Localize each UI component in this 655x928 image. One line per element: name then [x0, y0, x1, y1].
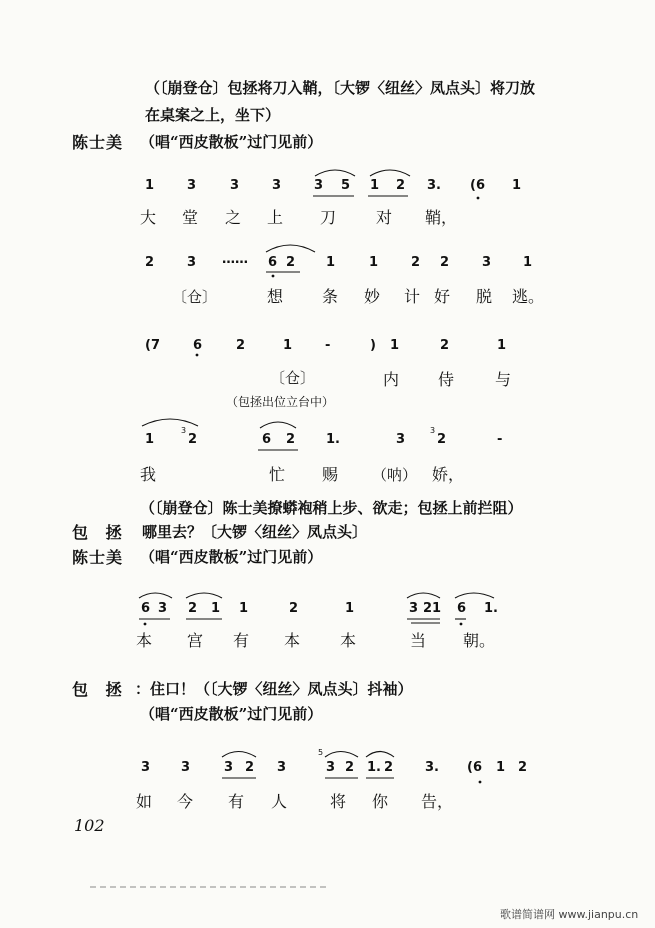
note: 1.	[326, 432, 340, 447]
percussion-cue: 〔仓〕	[270, 369, 316, 387]
grace-note: 3	[430, 426, 436, 435]
note: 5	[341, 178, 351, 193]
note: 2	[437, 432, 447, 447]
note: 6	[268, 255, 278, 270]
note: 1	[145, 432, 155, 447]
lyric: 赐	[322, 465, 339, 484]
note: 3	[187, 255, 197, 270]
lyric: 妙	[364, 287, 381, 306]
note: 1.	[367, 760, 381, 775]
low-octave-dot	[196, 354, 199, 357]
lyric: 你	[372, 792, 389, 811]
lyric: 刀	[320, 208, 337, 227]
note: (6	[467, 760, 482, 775]
note: 3	[314, 178, 324, 193]
note: 6	[141, 601, 151, 616]
lyric: 今	[177, 792, 194, 811]
note: 2	[188, 432, 198, 447]
page-number: 102	[74, 816, 105, 835]
note: 2	[286, 255, 296, 270]
note: 1	[283, 338, 293, 353]
note: 1	[239, 601, 249, 616]
lyric: 忙	[269, 465, 286, 484]
note: 3.	[425, 760, 439, 775]
slur	[325, 752, 358, 758]
slur	[142, 419, 198, 426]
note: ……	[222, 252, 248, 267]
lyric: 有	[228, 792, 245, 811]
note: 1	[345, 601, 355, 616]
speaker-chen-shimei: 陈士美	[72, 133, 124, 152]
grace-note: 5	[318, 748, 324, 757]
lyric: 好	[434, 287, 451, 306]
note: 1	[145, 178, 155, 193]
note: 3	[230, 178, 240, 193]
note: 3.	[427, 178, 441, 193]
note: 3	[272, 178, 282, 193]
low-octave-dot	[272, 275, 275, 278]
low-octave-dot	[144, 623, 147, 626]
lyric: 内	[383, 370, 400, 389]
note: 1	[370, 178, 380, 193]
lyric: 告，	[421, 792, 454, 811]
slur	[139, 593, 172, 598]
note: 3	[409, 601, 419, 616]
note: 2	[518, 760, 528, 775]
note: 2	[245, 760, 255, 775]
spoken-line: 哪里去？〔大锣〈纽丝〉凤点头〕	[142, 523, 368, 541]
note: 21	[423, 601, 442, 616]
note: 2	[384, 760, 394, 775]
note: 2	[396, 178, 406, 193]
note: 3	[224, 760, 234, 775]
note: (7	[145, 338, 160, 353]
stage-direction-2: （〔崩登仓〕陈士美撩蟒袍稍上步、欲走；包拯上前拦阻）	[140, 499, 523, 517]
note: 3	[141, 760, 151, 775]
stage-direction-1-cont: 在桌案之上，坐下）	[145, 106, 281, 124]
lyric: 我	[140, 465, 157, 484]
lyric: 堂	[182, 208, 199, 227]
slur	[455, 593, 494, 598]
lyric: 与	[495, 370, 512, 389]
note: 3	[326, 760, 336, 775]
note: 2	[145, 255, 155, 270]
slur	[266, 245, 315, 252]
note: 6	[457, 601, 467, 616]
lyric: 上	[267, 208, 284, 227]
lyric: 本	[136, 631, 153, 650]
note: 1	[523, 255, 533, 270]
note: 2	[411, 255, 421, 270]
lyric: 本	[340, 631, 357, 650]
note: 3	[187, 178, 197, 193]
lyric: 侍	[438, 370, 455, 389]
slur	[186, 593, 222, 598]
note: 1	[497, 338, 507, 353]
low-octave-dot	[479, 781, 482, 784]
note: 1	[512, 178, 522, 193]
note: 2	[440, 255, 450, 270]
slur	[370, 170, 410, 176]
lyric: 想	[267, 287, 284, 306]
lyric: 有	[233, 631, 250, 650]
note: 2	[188, 601, 198, 616]
note: 1.	[484, 601, 498, 616]
singing-instruction: （唱“西皮散板”过门见前）	[140, 133, 323, 151]
lyric: 朝。	[463, 631, 496, 650]
note: 2	[289, 601, 299, 616]
lyric: 逃。	[512, 287, 545, 306]
note: 6	[193, 338, 203, 353]
note: 1	[390, 338, 400, 353]
lyric: 如	[136, 792, 153, 811]
slur	[366, 752, 394, 758]
slur	[222, 752, 256, 758]
grace-note: 3	[181, 426, 187, 435]
watermark: 歌谱简谱网 www.jianpu.cn	[500, 908, 639, 921]
lyric: 之	[225, 208, 242, 227]
speaker-bao-zheng: 包 拯	[72, 523, 128, 542]
note: 2	[236, 338, 246, 353]
note: 1	[326, 255, 336, 270]
note: 3	[396, 432, 406, 447]
lyric: 将	[330, 792, 347, 811]
note: 3	[181, 760, 191, 775]
note: -	[325, 338, 331, 353]
stage-note: （包拯出位立台中）	[226, 395, 335, 409]
speaker-chen-shimei: 陈士美	[72, 548, 124, 567]
slur	[315, 170, 355, 176]
low-octave-dot	[477, 197, 480, 200]
lyric: 人	[271, 792, 288, 811]
lyric: 宫	[187, 631, 204, 650]
lyric: 娇，	[432, 465, 465, 484]
note: 1	[369, 255, 379, 270]
percussion-cue: 〔仓〕	[172, 288, 218, 306]
note: 3	[277, 760, 287, 775]
slur	[407, 593, 440, 598]
stage-direction-1: （〔崩登仓〕包拯将刀入鞘，〔大锣〈纽丝〉凤点头〕将刀放	[145, 79, 536, 97]
lyric: 当	[410, 631, 427, 650]
lyric: 条	[322, 287, 339, 306]
lyric: 鞘，	[425, 208, 458, 227]
singing-instruction: （唱“西皮散板”过门见前）	[140, 705, 323, 723]
slur	[260, 422, 296, 428]
note: 1	[496, 760, 506, 775]
note: 3	[482, 255, 492, 270]
note: 2	[440, 338, 450, 353]
note: (6	[470, 178, 485, 193]
note: -	[497, 432, 503, 447]
note: 6	[262, 432, 272, 447]
note: 2	[345, 760, 355, 775]
low-octave-dot	[460, 623, 463, 626]
note: 3	[158, 601, 168, 616]
lyric: 计	[404, 287, 421, 306]
lyric: 大	[140, 208, 157, 227]
speaker-bao-zheng: 包 拯	[72, 680, 128, 699]
spoken-line: ：住口！（〔大锣〈纽丝〉凤点头〕抖袖）	[135, 680, 413, 698]
lyric-filler: （呐）	[372, 466, 418, 484]
singing-instruction: （唱“西皮散板”过门见前）	[140, 548, 323, 566]
lyric: 本	[284, 631, 301, 650]
note: 2	[286, 432, 296, 447]
lyric: 脱	[476, 287, 493, 306]
note: 1	[211, 601, 221, 616]
lyric: 对	[376, 208, 393, 227]
note: )	[370, 338, 376, 353]
